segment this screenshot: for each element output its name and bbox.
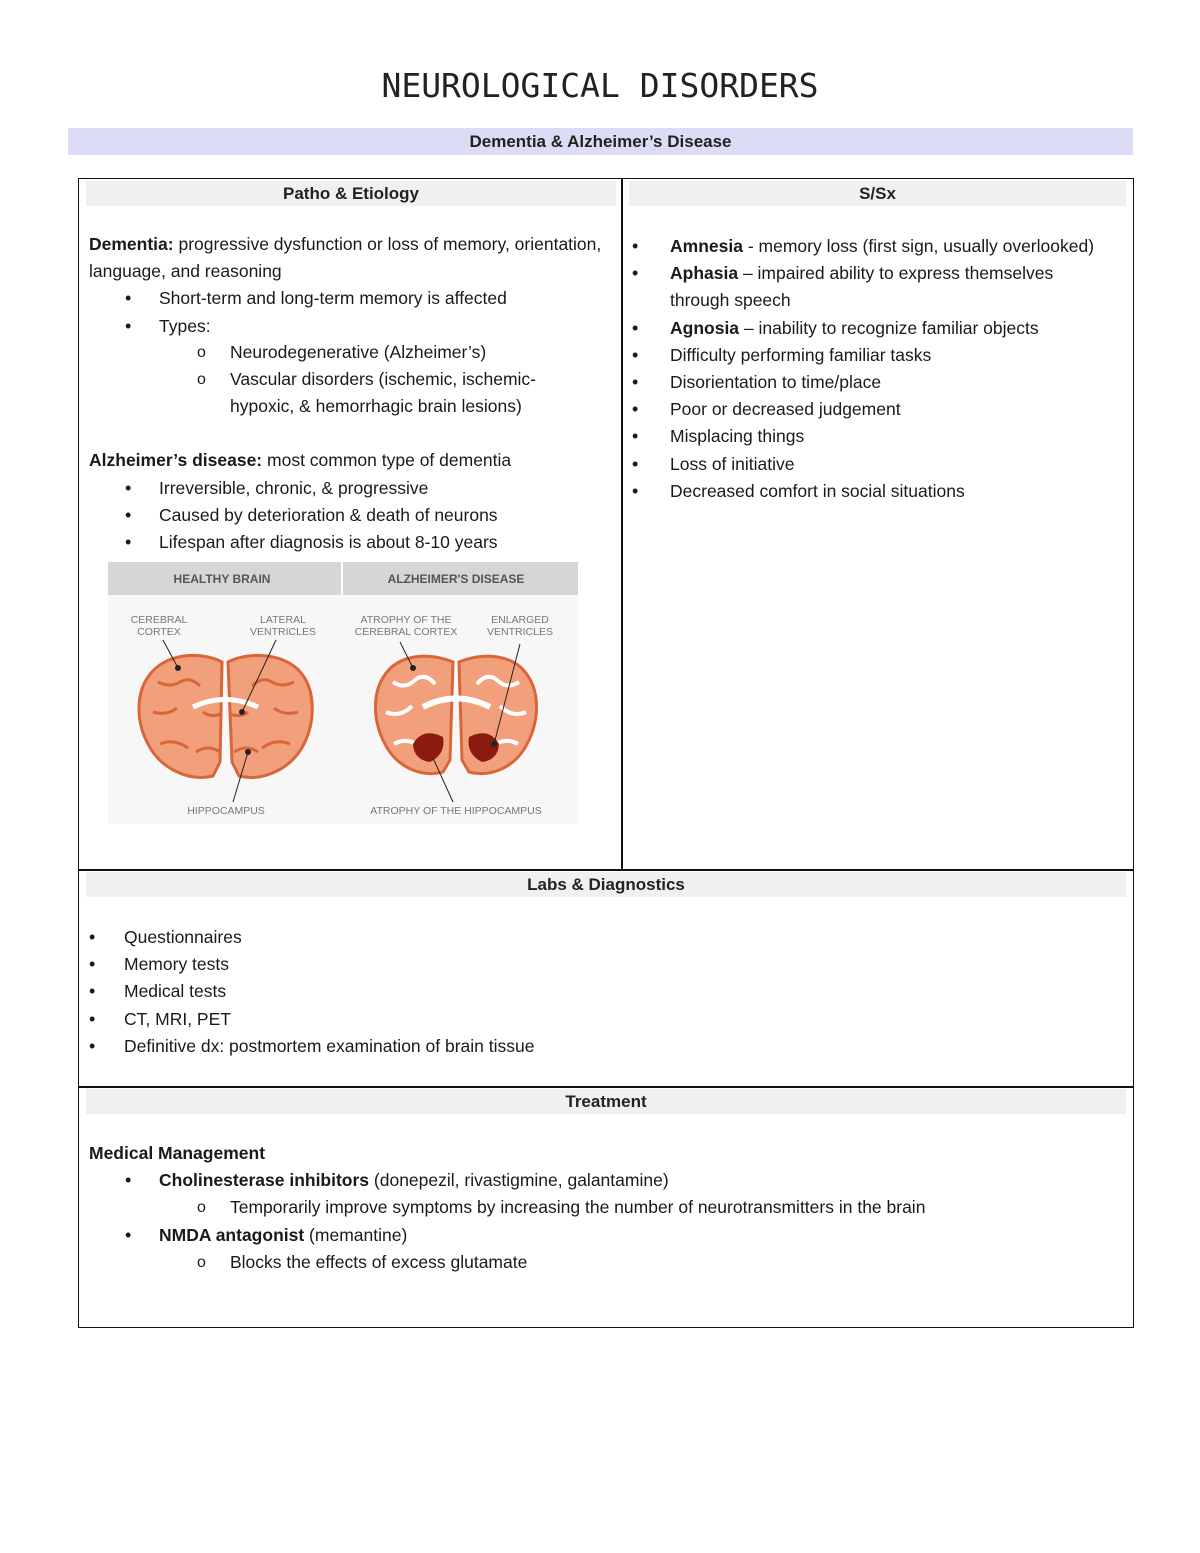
enlarged-label-2: VENTRICLES: [487, 626, 553, 638]
drug-note-2: [89, 1249, 1119, 1276]
dementia-def: progressive dysfunction or loss of memory, orientation, language, and reasoning: [89, 234, 602, 282]
cerebral-label-2: CORTEX: [137, 626, 181, 638]
hippocampus-label: HIPPOCAMPUS: [187, 805, 265, 817]
list-item: • NMDA antagonist (memantine): [89, 1222, 1119, 1249]
ssx-item: • Difficulty performing familiar tasks: [630, 342, 1110, 369]
cerebral-label-1: CEREBRAL: [130, 614, 188, 626]
labs-header: Labs & Diagnostics: [86, 872, 1126, 897]
ssx-item: • Aphasia – impaired ability to express themselves through speech: [630, 260, 1110, 314]
list-item: • Types:: [89, 313, 614, 340]
ssx-item: • Amnesia - memory loss (first sign, usually overlooked): [630, 233, 1110, 260]
drug-note-1: [89, 1194, 1119, 1221]
section-banner: Dementia & Alzheimer’s Disease: [68, 128, 1133, 155]
ssx-item: • Disorientation to time/place: [630, 369, 1110, 396]
list-item: • Short-term and long-term memory is affected: [89, 285, 614, 312]
drug-list-1: [89, 1167, 1119, 1194]
column-divider: [621, 178, 623, 870]
list-item: • Caused by deterioration & death of neurons: [89, 502, 614, 529]
list-item: • Lifespan after diagnosis is about 8-10 years: [89, 529, 614, 556]
treatment-content: [89, 1140, 1119, 1276]
alzheimers-points: [89, 475, 614, 557]
enlarged-label-1: ENLARGED: [491, 614, 549, 626]
ssx-item: • Poor or decreased judgement: [630, 396, 1110, 423]
drug-list-2: [89, 1222, 1119, 1249]
alzheimers-def: most common type of dementia: [262, 450, 512, 471]
atrophy-cortex-label-1: ATROPHY OF THE: [360, 614, 452, 626]
dementia-types: [89, 339, 614, 421]
labs-list: [89, 924, 1089, 1060]
list-item: • Cholinesterase inhibitors (donepezil, rivastigmine, galantamine): [89, 1167, 1119, 1194]
list-item: • Medical tests: [89, 978, 1089, 1005]
lateral-label-1: LATERAL: [260, 614, 306, 626]
row-divider-treatment: [78, 1086, 1134, 1088]
atrophy-hippocampus-label: ATROPHY OF THE HIPPOCAMPUS: [370, 805, 542, 817]
list-item: o Temporarily improve symptoms by increasing the number of neurotransmitters in the brain: [89, 1194, 1119, 1221]
list-item: • CT, MRI, PET: [89, 1006, 1089, 1033]
ssx-list: [630, 233, 1110, 505]
alzheimers-definition: [89, 447, 614, 474]
alzheimers-brain-label: ALZHEIMER'S DISEASE: [387, 572, 525, 586]
atrophy-cortex-label-2: CEREBRAL CORTEX: [354, 626, 458, 638]
patho-content: [89, 231, 614, 556]
ssx-item: • Decreased comfort in social situations: [630, 478, 1110, 505]
list-item: o Neurodegenerative (Alzheimer’s): [89, 339, 614, 366]
medical-management-heading: Medical Management: [89, 1143, 266, 1163]
dementia-points: [89, 285, 614, 339]
list-item: • Questionnaires: [89, 924, 1089, 951]
list-item: o Vascular disorders (ischemic, ischemic-hypoxic, & hemorrhagic brain lesions): [89, 366, 614, 420]
row-divider-labs: [78, 869, 1134, 871]
ssx-item: • Loss of initiative: [630, 451, 1110, 478]
ssx-content: [630, 233, 1110, 505]
list-item: • Irreversible, chronic, & progressive: [89, 475, 614, 502]
patho-header: Patho & Etiology: [86, 181, 616, 206]
treatment-header: Treatment: [86, 1089, 1126, 1114]
ssx-header: S/Sx: [629, 181, 1126, 206]
dementia-definition: [89, 231, 614, 285]
dementia-term: Dementia:: [89, 234, 174, 254]
brain-comparison-figure: [108, 562, 578, 824]
ssx-item: • Agnosia – inability to recognize familiar objects: [630, 315, 1110, 342]
page-title: NEUROLOGICAL DISORDERS: [381, 66, 819, 105]
list-item: o Blocks the effects of excess glutamate: [89, 1249, 1119, 1276]
lateral-label-2: VENTRICLES: [250, 626, 316, 638]
alzheimers-term: Alzheimer’s disease:: [89, 450, 263, 471]
labs-content: [89, 924, 1089, 1060]
list-item: • Memory tests: [89, 951, 1089, 978]
ssx-item: • Misplacing things: [630, 423, 1110, 450]
list-item: • Definitive dx: postmortem examination of brain tissue: [89, 1033, 1089, 1060]
healthy-brain-label: HEALTHY BRAIN: [173, 572, 271, 586]
